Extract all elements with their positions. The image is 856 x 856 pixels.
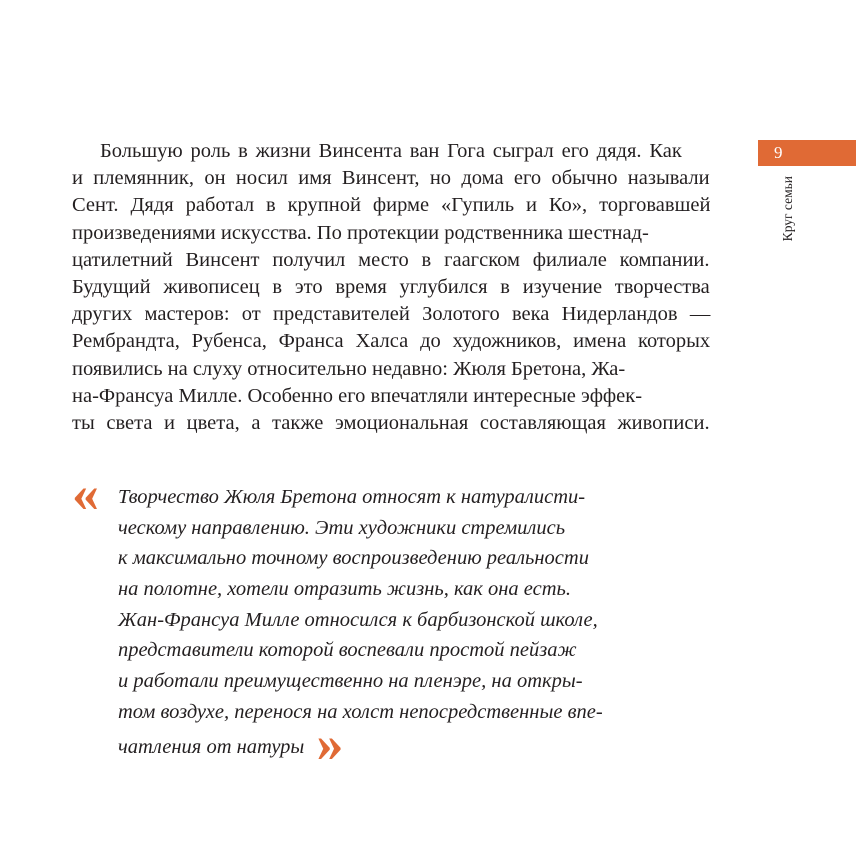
quote-last-line — [118, 712, 678, 773]
body-line: появились на слуху относительно недавно: Жюля Бретона, Жа- — [72, 357, 626, 380]
body-line: других мастеров: от представителей Золотого века Нидерландов — — [72, 303, 711, 326]
quote-line: Жан-Франсуа Милле относился к барбизонской школе, — [118, 608, 598, 631]
body-line: произведениями искусства. По протекции родственника шестнад- — [72, 221, 649, 244]
quote-line: к максимально точному воспроизведению реальности — [118, 547, 589, 570]
body-line: на-Франсуа Милле. Особенно его впечатляли интересные эффек- — [72, 384, 643, 407]
body-line: Сент. Дядя работал в крупной фирме «Гупиль и Ко», торговавшей — [72, 194, 711, 217]
body-line: цатилетний Винсент получил место в гаагском филиале компании. — [72, 248, 710, 271]
body-line: ты света и цвета, а также эмоциональная составляющая живописи. — [72, 411, 710, 434]
section-title: Круг семьи — [780, 176, 795, 242]
body-line: Большую роль в жизни Винсента ван Гога сыграл его дядя. Как — [100, 140, 682, 162]
quote-line: чатления от натуры — [118, 735, 305, 758]
quote-line: и работали преимущественно на пленэре, на откры- — [118, 670, 583, 693]
close-quote-mark: » — [316, 712, 344, 773]
page-number-tab — [758, 140, 856, 166]
quote-line: том воздухе, перенося на холст непосредственные впе- — [118, 700, 603, 723]
open-quote-mark: « — [72, 463, 99, 523]
quote-line: Творчество Жюля Бретона относят к натуралисти- — [118, 486, 586, 508]
quote-line: представители которой воспевали простой пейзаж — [118, 639, 577, 662]
body-paragraph — [72, 138, 712, 437]
body-line: Будущий живописец в это время углубился в изучение творчества — [72, 275, 710, 298]
body-line: Рембрандта, Рубенса, Франса Халса до художников, имена которых — [72, 330, 711, 353]
page-number: 9 — [774, 143, 783, 162]
quote-line: на полотне, хотели отразить жизнь, как она есть. — [118, 578, 571, 601]
pull-quote — [118, 482, 678, 773]
quote-line: ческому направлению. Эти художники стремились — [118, 516, 566, 539]
body-line: и племянник, он носил имя Винсент, но дома его обычно называли — [72, 167, 710, 190]
